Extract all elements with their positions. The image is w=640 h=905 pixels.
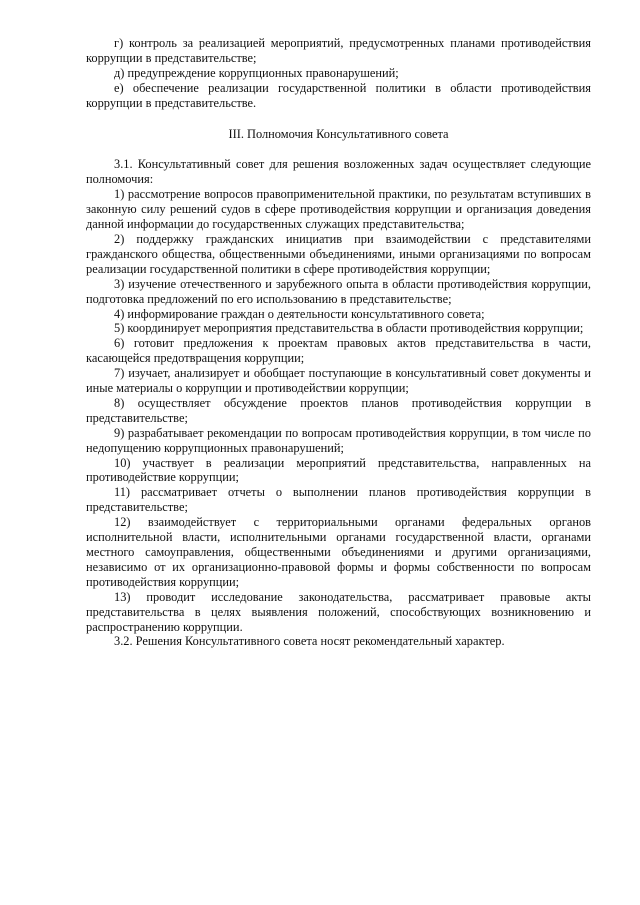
power-item-11: 11) рассматривает отчеты о выполнении планов противодействия коррупции в представительстве;	[86, 485, 591, 515]
power-item-8: 8) осуществляет обсуждение проектов планов противодействия коррупции в представительстве;	[86, 395, 591, 425]
power-item-5: 5) координирует мероприятия представительства в области противодействия коррупции;	[114, 321, 584, 336]
power-item-12: 12) взаимодействует с территориальными органами федеральных органов исполнительной власти, исполнительными органами государственной власти, органами местного самоуправления, общественными объединениями и другими организациями, независимо от их организационно-правовой формы и формы собственности по вопросам противодействия коррупции;	[86, 515, 591, 589]
power-item-9: 9) разрабатывает рекомендации по вопросам противодействия коррупции, в том числе по недопущению коррупционных правонарушений;	[86, 425, 591, 455]
intro-item-g: г) контроль за реализацией мероприятий, предусмотренных планами противодействия коррупции в представительстве;	[86, 36, 591, 65]
document-body	[86, 36, 591, 649]
clause-3-1: 3.1. Консультативный совет для решения возложенных задач осуществляет следующие полномочия:	[86, 157, 591, 187]
power-item-6: 6) готовит предложения к проектам правовых актов представительства в части, касающейся предотвращения коррупции;	[86, 336, 591, 366]
power-item-7: 7) изучает, анализирует и обобщает поступающие в консультативный совет документы и иные материалы о коррупции и противодействии коррупции;	[86, 366, 591, 396]
power-item-2: 2) поддержку гражданских инициатив при взаимодействии с представителями гражданского общества, общественными объединениями, иными организациями по вопросам реализации государственной политики в сфере противодействия коррупции;	[86, 231, 591, 276]
intro-item-e: е) обеспечение реализации государственной политики в области противодействия коррупции в представительстве.	[86, 80, 591, 110]
section-heading: III. Полномочия Консультативного совета	[228, 126, 449, 141]
power-item-3: 3) изучение отечественного и зарубежного опыта в области противодействия коррупции, подготовка предложений по его использованию в представительстве;	[86, 276, 591, 306]
clause-3-2: 3.2. Решения Консультативного совета носят рекомендательный характер.	[114, 634, 505, 649]
power-item-10: 10) участвует в реализации мероприятий представительства, направленных на противодействие коррупции;	[86, 455, 591, 485]
power-item-1: 1) рассмотрение вопросов правоприменительной практики, по результатам вступивших в законную силу решений судов в сфере противодействия коррупции и организация доведения данной информации до государственных служащих представительства;	[86, 187, 591, 232]
power-item-4: 4) информирование граждан о деятельности консультативного совета;	[114, 306, 485, 321]
intro-item-d: д) предупреждение коррупционных правонарушений;	[114, 65, 399, 80]
power-item-13: 13) проводит исследование законодательства, рассматривает правовые акты представительства в целях выявления положений, способствующих возникновению и распространению коррупции.	[86, 589, 591, 634]
